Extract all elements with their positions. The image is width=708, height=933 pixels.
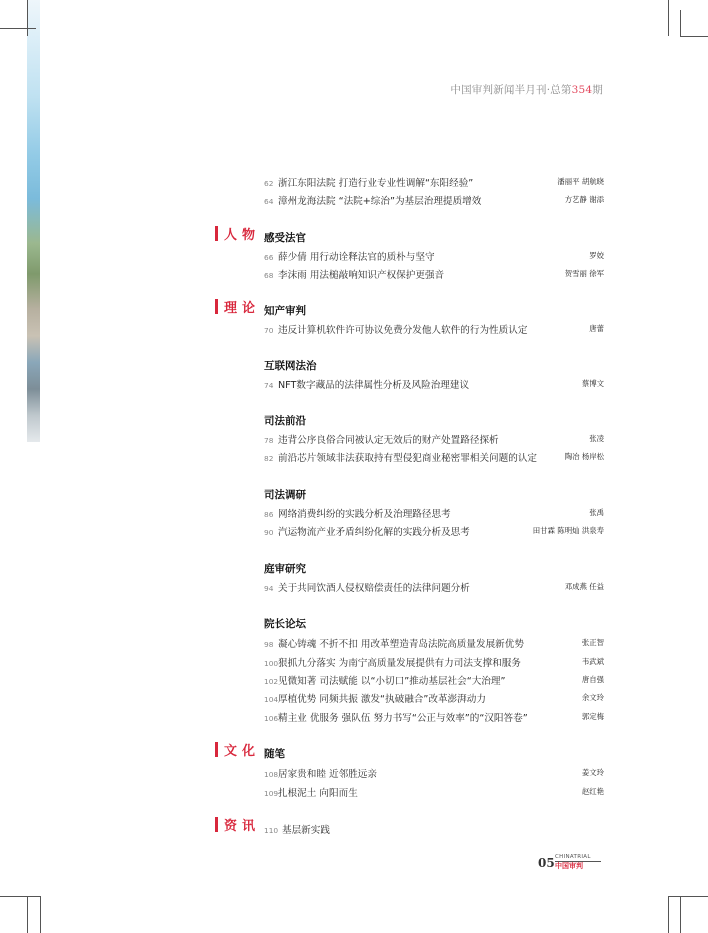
entry-title: 违反计算机软件许可协议免费分发他人软件的行为性质认定	[278, 325, 528, 336]
crop-mark-top-left-v	[27, 0, 28, 36]
entry-author: 贺雪丽 徐军	[564, 269, 604, 278]
toc-entry[interactable]	[264, 580, 604, 594]
running-header	[450, 82, 603, 97]
category-bar	[215, 817, 218, 832]
entry-title: 狠抓九分落实 为南宁高质量发展提供有力司法支撑和服务	[278, 658, 521, 669]
toc-entry[interactable]	[264, 691, 604, 705]
entry-title: 浙江东阳法院 打造行业专业性调解“东阳经验”	[278, 178, 474, 189]
entry-page: 109	[264, 789, 279, 798]
entry-page: 108	[264, 770, 279, 779]
entry-author: 潘丽平 胡航晓	[557, 177, 604, 186]
entry-page: 82	[264, 454, 274, 463]
entry-author: 赵红艳	[581, 787, 604, 796]
entry-author: 韦武斌	[581, 657, 604, 666]
header-suffix: 期	[592, 84, 603, 96]
crop-mark-bottom-left-h	[0, 896, 40, 897]
crop-mark-top-right-v1	[668, 0, 669, 36]
category-label: 资讯	[224, 818, 261, 834]
entry-author: 罗姣	[589, 251, 604, 260]
toc-entry[interactable]	[264, 506, 604, 520]
toc-entry[interactable]	[264, 267, 604, 281]
toc-entry[interactable]	[264, 785, 604, 799]
toc-entry[interactable]	[264, 655, 604, 669]
brand-english: CHINATRIAL	[555, 853, 601, 862]
entry-title: NFT数字藏品的法律属性分析及风险治理建议	[278, 380, 470, 391]
entry-page: 106	[264, 714, 279, 723]
entry-title: 精主业 优服务 强队伍 努力书写“公正与效率”的“汉阳答卷”	[278, 713, 528, 724]
category-bar	[215, 226, 218, 241]
entry-author: 唐自强	[581, 675, 604, 684]
entry-author: 田甘霖 陈明灿 洪泉寿	[532, 526, 604, 535]
crop-mark-top-right-h	[680, 36, 708, 37]
brand-chinese: 中国审判	[555, 862, 583, 870]
crop-mark-bottom-right-v1	[668, 896, 669, 933]
category-theory	[215, 298, 260, 314]
entry-page: 78	[264, 436, 274, 445]
category-label: 文化	[224, 743, 261, 759]
entry-title: 薛少倩 用行动诠释法官的质朴与坚守	[278, 252, 435, 263]
toc-entry[interactable]	[264, 322, 604, 336]
entry-page: 98	[264, 640, 274, 649]
entry-author: 张正智	[581, 638, 604, 647]
entry-page: 64	[264, 197, 274, 206]
entry-page: 86	[264, 510, 274, 519]
entry-title: 居家贵和睦 近邻胜远亲	[278, 769, 377, 780]
entry-page: 94	[264, 584, 274, 593]
brand-logo	[555, 853, 601, 871]
entry-author: 张禹	[589, 508, 604, 517]
toc-entry[interactable]	[264, 377, 604, 391]
entry-author: 余文玲	[581, 693, 604, 702]
entry-page: 104	[264, 695, 279, 704]
category-bar	[215, 742, 218, 757]
toc-entry[interactable]	[264, 524, 604, 538]
entry-author: 方艺静 谢添	[564, 195, 604, 204]
page-number: 05	[538, 856, 555, 870]
entry-page: 100	[264, 659, 279, 668]
entry-title: 汽运物流产业矛盾纠纷化解的实践分析及思考	[278, 527, 470, 538]
entry-title: 扎根泥土 向阳而生	[278, 788, 358, 799]
entry-page: 70	[264, 326, 274, 335]
entry-author: 蔡博文	[581, 379, 604, 388]
entry-author: 邓成燕 任益	[564, 582, 604, 591]
section-heading: 司法前沿	[264, 415, 306, 427]
entry-title: 漳州龙海法院 “法院+综治”为基层治理提质增效	[278, 196, 482, 207]
entry-title: 关于共同饮酒人侵权赔偿责任的法律问题分析	[278, 583, 470, 594]
entry-title: 违背公序良俗合同被认定无效后的财产处置路径探析	[278, 435, 499, 446]
crop-mark-top-right-v2	[680, 10, 681, 36]
section-heading: 知产审判	[264, 305, 306, 317]
entry-title: 基层新实践	[282, 825, 330, 836]
toc-entry[interactable]	[264, 673, 604, 687]
section-heading: 互联网法治	[264, 360, 317, 372]
entry-author: 陶冶 杨岸松	[564, 452, 604, 461]
entry-page: 74	[264, 381, 274, 390]
entry-page: 66	[264, 253, 274, 262]
category-news	[215, 816, 260, 832]
toc-entry[interactable]	[264, 822, 604, 836]
entry-page: 68	[264, 271, 274, 280]
entry-page: 62	[264, 179, 274, 188]
toc-entry[interactable]	[264, 193, 604, 207]
crop-mark-bottom-right-v2	[680, 896, 681, 933]
issue-number: 354	[571, 84, 593, 96]
entry-author: 姜文玲	[581, 768, 604, 777]
toc-entry[interactable]	[264, 249, 604, 263]
cover-photo-strip	[27, 0, 40, 442]
entry-author: 郭定梅	[581, 712, 604, 721]
toc-entry[interactable]	[264, 450, 604, 464]
section-heading: 庭审研究	[264, 563, 306, 575]
section-heading: 随笔	[264, 748, 285, 760]
category-culture	[215, 741, 260, 757]
section-heading: 感受法官	[264, 232, 306, 244]
category-people	[215, 225, 260, 241]
toc-entry[interactable]	[264, 710, 604, 724]
crop-mark-bottom-left-v2	[40, 896, 41, 933]
category-bar	[215, 299, 218, 314]
entry-page: 110	[264, 826, 279, 835]
entry-title: 前沿芯片领域非法获取持有型侵犯商业秘密罪相关问题的认定	[278, 453, 538, 464]
toc-entry[interactable]	[264, 175, 604, 189]
toc-entry[interactable]	[264, 766, 604, 780]
entry-author: 张凌	[589, 434, 604, 443]
crop-mark-bottom-right-h	[668, 896, 708, 897]
section-heading: 院长论坛	[264, 618, 306, 630]
entry-title: 凝心铸魂 不折不扣 用改革塑造青岛法院高质量发展新优势	[278, 639, 524, 650]
section-heading: 司法调研	[264, 489, 306, 501]
toc-entry[interactable]	[264, 636, 604, 650]
category-label: 理论	[224, 300, 261, 316]
crop-mark-bottom-left-v	[27, 896, 28, 933]
entry-title: 见微知著 司法赋能 以“小切口”推动基层社会“大治理”	[278, 676, 506, 687]
toc-entry[interactable]	[264, 432, 604, 446]
entry-title: 李沫雨 用法槌敲响知识产权保护更强音	[278, 270, 445, 281]
crop-mark-top-left-h	[0, 28, 36, 29]
entry-page: 102	[264, 677, 279, 686]
header-prefix: 中国审判新闻半月刊·总第	[450, 84, 572, 96]
entry-author: 唐蕾	[589, 324, 604, 333]
entry-title: 网络消费纠纷的实践分析及治理路径思考	[278, 509, 451, 520]
entry-page: 90	[264, 528, 274, 537]
entry-title: 厚植优势 同频共振 激发“执破融合”改革澎湃动力	[278, 694, 486, 705]
category-label: 人物	[224, 227, 261, 243]
